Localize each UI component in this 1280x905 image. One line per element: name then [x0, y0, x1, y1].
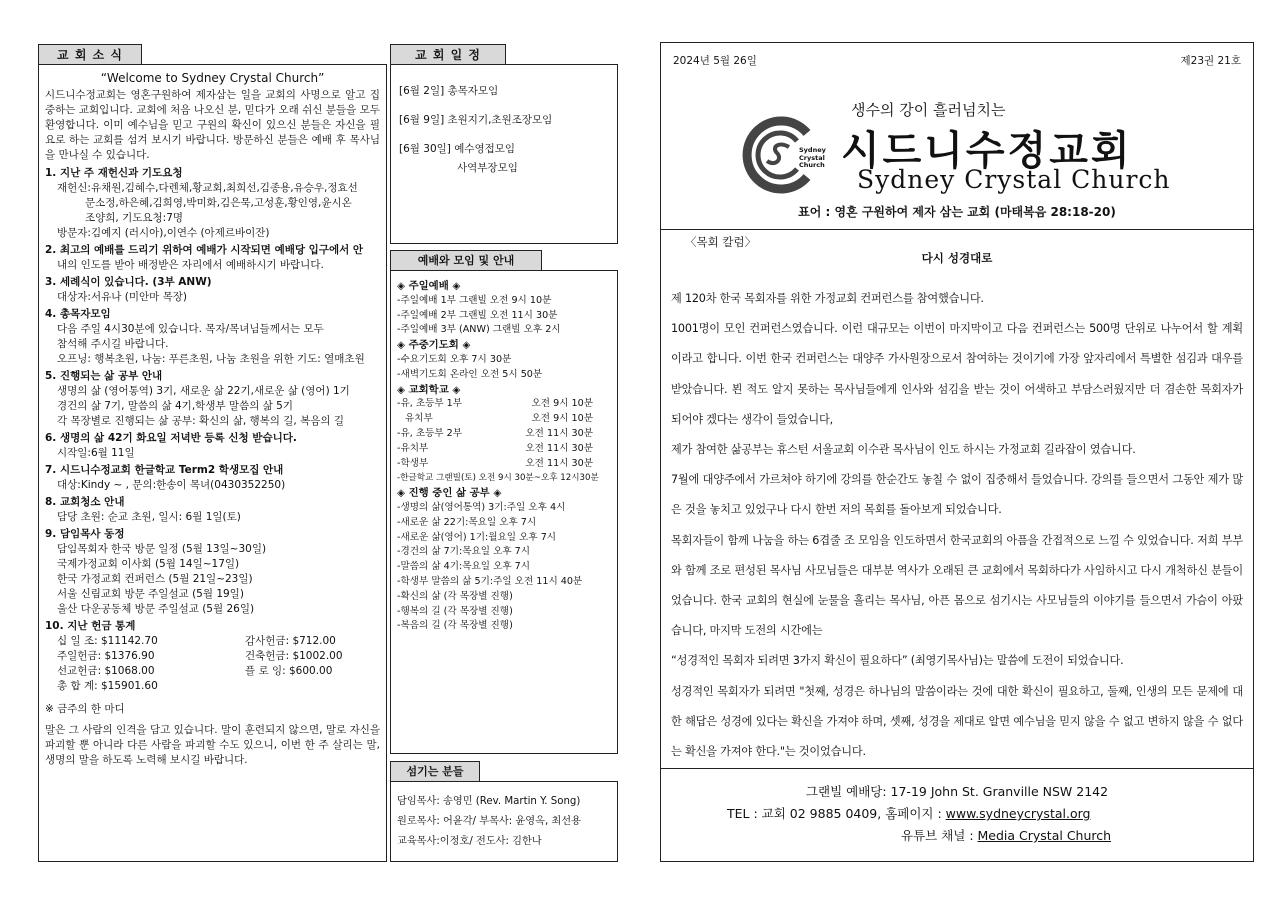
church-name-english: Sydney Crystal Church [857, 165, 1171, 194]
column-label: 〈목회 칼럼〉 [685, 235, 757, 249]
info-line: -새벽기도회 온라인 오전 5시 50분 [397, 368, 543, 380]
info-line: -경건의 삶 7기:목요일 오후 7시 [397, 546, 531, 558]
column-paragraph: 제 120차 한국 목회자를 위한 가정교회 컨퍼런스를 참여했습니다. [671, 292, 984, 305]
news-item-4: 4. 총목자모임 [45, 308, 111, 320]
news-item-5: 5. 진행되는 삶 공부 안내 [45, 370, 163, 382]
masthead [661, 43, 1253, 223]
news-text: 조양희, 기도요청:7명 [85, 212, 184, 224]
tagline: 생수의 강이 흘러넘치는 [851, 101, 1006, 119]
info-line [397, 427, 611, 442]
info-line: -생명의 삶(영어통역) 3기:주일 오후 4시 [397, 501, 566, 513]
church-news-panel [38, 64, 387, 862]
youtube-line [661, 825, 1253, 847]
news-text: 서울 신림교회 방문 주일설교 (5월 19일) [57, 588, 244, 600]
staff-line: 원로목사: 어윤각/ 부목사: 윤영옥, 최선용 [397, 816, 581, 827]
info-line [397, 397, 611, 412]
news-text: 다음 주일 4시30분에 있습니다. 목자/목녀님들께서는 모두 [57, 323, 324, 335]
offering-value: 플 로 잉: $600.00 [245, 665, 333, 677]
info-line: -주일예배 2부 그랜빌 오전 11시 30분 [397, 309, 558, 321]
info-line: -학생부 말씀의 삶 5기:주일 오전 11시 40분 [397, 575, 583, 587]
news-text: 담당 초원: 순교 초원, 일시: 6월 1일(토) [57, 511, 241, 523]
news-item-1: 1. 지난 주 재헌신과 기도요청 [45, 167, 183, 179]
motto: 표어 : 영혼 구원하여 제자 삼는 교회 (마태복음 28:18-20) [798, 205, 1116, 219]
news-text: 참석해 주시길 바랍니다. [57, 338, 169, 350]
issue-date: 2024년 5월 26일 [673, 55, 757, 67]
schedule-row: 사역부장모임 [457, 162, 518, 174]
info-time: 오전 9시 10분 [531, 398, 593, 410]
logo-text: Sydney Crystal Church [799, 146, 826, 169]
intro-text: 시드니수정교회는 영혼구원하여 제자삼는 일을 교회의 사명으로 알고 집중하는 교회입니다. 교회에 처음 나오신 분, 믿다가 오래 쉬신 분들을 모두 환영합니다. 이미 예수님을 믿고 구원의 확신이 있으신 분들은 자신을 필요로 하는 교회를 섬겨 보시기 바랍니다. 방문하신 분들은 예배 후 목사님을 만나실 수 있습니다. [45, 89, 380, 161]
info-label: -유, 초등부 2부 [397, 427, 463, 439]
offering-value: 십 일 조: $11142.70 [57, 635, 158, 647]
news-text: 시작일:6월 11일 [57, 447, 135, 459]
column-paragraph: 목회자들이 함께 나눔을 하는 6겹줄 조 모임을 인도하면서 한국교회의 아픔을 간접적으로 느낄 수 있었습니다. 저희 부부와 함께 조로 편성된 목사님 사모님들은 대부분 역사가 오래된 큰 교회에서 목회하다가 사임하시고 다시 개척하신 분들이었습니다. 한국 교회의 현실에 눈물을 흘리는 목사님, 아픈 몸으로 섬기시는 사모님들의 이야기를 들으면서 가슴이 아팠습니다, 마지막 도전의 시간에는 [671, 533, 1243, 638]
worship-info-panel [390, 270, 618, 754]
column-paragraph: “성경적인 목회자 되려면 3가지 확신이 필요하다” (최영기목사님)는 말씀에 도전이 되었습니다. [671, 654, 1124, 668]
contact-line [661, 803, 1253, 825]
news-item-7: 7. 시드니수정교회 한글학교 Term2 학생모집 안내 [45, 464, 284, 476]
schedule-tab: 교 회 일 정 [390, 44, 506, 65]
staff-line: 교육목사:이정호/ 전도사: 김한나 [397, 836, 542, 847]
section-heading: ◈ 주중기도회 ◈ [397, 339, 471, 352]
info-time: 오전 11시 30분 [525, 427, 593, 439]
news-item-6: 6. 생명의 삶 42기 화요일 저녁반 등록 신청 받습니다. [45, 432, 297, 444]
news-text: 내의 인도를 받아 배정받은 자리에서 예배하시기 바랍니다. [57, 259, 324, 271]
quote-heading: ※ 금주의 한 마디 [45, 703, 125, 715]
info-line [397, 442, 611, 457]
schedule-panel [390, 64, 618, 244]
info-label: -학생부 [397, 457, 429, 469]
news-item-10: 10. 지난 헌금 통계 [45, 620, 136, 632]
news-item-2: 2. 최고의 예배를 드리기 위하여 예배가 시작되면 예배당 입구에서 안 [45, 244, 364, 256]
info-line: -새로운 삶 22기:목요일 오후 7시 [397, 516, 537, 528]
info-line [397, 412, 611, 427]
offering-value: 건축헌금: $1002.00 [245, 650, 343, 662]
section-heading: ◈ 주일예배 ◈ [397, 280, 461, 292]
news-text: 경건의 삶 7기, 말씀의 삶 4기,학생부 말씀의 삶 5기 [57, 400, 293, 412]
quote-text: 말은 그 사람의 인격을 담고 있습니다. 말이 훈련되지 않으면, 말로 자신을 파괴할 뿐 아니라 다른 사람을 파괴할 수도 있으니, 이번 한 주 살리는 말, 생명의 말을 하도록 노력해 보시길 바랍니다. [45, 724, 380, 766]
church-name-korean: 시드니수정교회 [841, 128, 1133, 174]
column-title: 다시 성경대로 [921, 251, 993, 265]
phone-text: TEL : 교회 02 9885 0409, 홈페이지 : [727, 806, 946, 821]
news-text: 재헌신:유채원,김혜수,다렌체,황교회,최희선,김종용,유승우,정효선 [57, 182, 358, 194]
info-label: 유치부 [405, 413, 433, 425]
address: 그랜빌 예배당: 17-19 John St. Granville NSW 2142 [805, 784, 1109, 799]
info-line [397, 457, 611, 472]
welcome-heading: “Welcome to Sydney Crystal Church” [100, 71, 325, 85]
section-heading: ◈ 진행 중인 삶 공부 ◈ [397, 487, 502, 500]
info-time: 오전 11시 30분 [525, 457, 593, 469]
info-line: -확신의 삶 (각 목장별 진행) [397, 590, 513, 602]
info-label: -유치부 [397, 442, 429, 454]
news-item-8: 8. 교회청소 안내 [45, 496, 125, 508]
schedule-row: [6월 30일] 예수영접모임 [399, 143, 516, 155]
info-line: -주일예배 3부 (ANW) 그랜빌 오후 2시 [397, 324, 561, 336]
info-line: -복음의 길 (각 목장별 진행) [397, 620, 513, 632]
news-item-9: 9. 담임목사 동정 [45, 528, 125, 540]
staff-tab: 섬기는 분들 [390, 761, 480, 782]
news-text: 국제가정교회 이사회 (5월 14일~17일) [57, 558, 240, 570]
info-line: -한글학교 그랜빌(토) 오전 9시 30분~오후 12시30분 [397, 473, 599, 484]
staff-line: 담임목사: 송영민 (Rev. Martin Y. Song) [397, 796, 581, 807]
youtube-link[interactable]: Media Crystal Church [977, 828, 1112, 843]
news-text: 방문자:김예지 (러시아),이연수 (아제르바이잔) [57, 227, 270, 239]
column-paragraph: 7월에 대양주에서 가르쳐야 하기에 강의를 한순간도 놓칠 수 없이 집중해서 들었습니다. 강의를 들으면서 그동안 제가 많은 것을 놓치고 있었구나 다시 한번 저의 목회를 돌아보게 되었습니다. [671, 473, 1243, 517]
news-text: 오프닝: 행복초원, 나눔: 푸른초원, 나눔 초원을 위한 기도: 열매초원 [57, 353, 365, 365]
offering-value: 선교헌금: $1068.00 [57, 665, 155, 677]
news-item-3: 3. 세례식이 있습니다. (3부 ANW) [45, 276, 212, 288]
news-text: 생명의 삶 (영어통역) 3기, 새로운 삶 22기,새로운 삶 (영어) 1기 [57, 385, 350, 397]
info-line: -새로운 삶(영어) 1기:월요일 오후 7시 [397, 531, 557, 543]
info-line: -말씀의 삶 4기:목요일 오후 7시 [397, 561, 531, 573]
offering-value: 주일헌금: $1376.90 [57, 650, 155, 662]
news-text: 각 목장별로 진행되는 삶 공부: 확신의 삶, 행복의 길, 복음의 길 [57, 415, 345, 427]
news-text: 담임목회자 한국 방문 일정 (5월 13일~30일) [57, 543, 267, 555]
info-label: -유, 초등부 1부 [397, 398, 463, 410]
pastor-column [661, 229, 1253, 769]
section-heading: ◈ 교회학교 ◈ [397, 383, 461, 396]
staff-panel [390, 781, 618, 862]
website-link[interactable]: www.sydneycrystal.org [945, 806, 1091, 821]
offering-total: 총 합 계: $15901.60 [57, 680, 158, 692]
news-text: 울산 다운공동체 방문 주일설교 (5월 26일) [57, 603, 255, 615]
info-time: 오전 9시 10분 [531, 413, 593, 425]
info-line: -주일예배 1부 그랜빌 오전 9시 10분 [397, 294, 552, 306]
info-line: -수요기도회 오후 7시 30분 [397, 353, 512, 365]
contact-footer [661, 781, 1253, 847]
column-paragraph: 성경적인 목회자가 되려면 "첫째, 성경은 하나님의 말씀이라는 것에 대한 확신이 필요하고, 둘째, 인생의 모든 문제에 대한 해답은 성경에 있다는 확신을 가져야 하며, 셋째, 성경을 제대로 알면 예수님을 믿지 않을 수 없고 변하지 않을 수 없다는 확신을 가져야 한다."는 것이었습니다. [671, 684, 1243, 759]
issue-number: 제23권 21호 [1180, 55, 1241, 67]
news-text: 문소정,하은혜,김희영,박미화,김은묵,고성훈,황인영,윤시온 [85, 197, 352, 209]
news-text: 대상자:서유나 (미안마 목장) [57, 291, 187, 303]
info-line: -행복의 길 (각 목장별 진행) [397, 605, 513, 617]
column-paragraph: 1001명이 모인 컨퍼런스였습니다. 이런 대규모는 이번이 마지막이고 다음 컨퍼런스는 500명 단위로 나누어서 할 계획이라고 합니다. 이번 한국 컨퍼런스는 대양주 가사원장으로서 참여하는 것이기에 가장 앞자리에서 특별한 섬김과 대우를 받았습니다. 뵌 적도 알지 못하는 목사님들에게 인사와 섬김을 받는 것이 어색하고 부담스러웠지만 더 겸손한 목회자가 되어야 겠다는 생각이 들었습니다, [671, 322, 1243, 426]
schedule-row: [6월 9일] 초원지기,초원조장모임 [399, 114, 553, 126]
news-text: 대상:Kindy ~ , 문의:한송이 목녀(0430352250) [57, 479, 286, 491]
youtube-label: 유튜브 채널 : [901, 828, 978, 843]
schedule-row: [6월 2일] 총목자모임 [399, 85, 499, 97]
info-time: 오전 11시 30분 [525, 442, 593, 454]
church-news-tab: 교 회 소 식 [38, 44, 142, 65]
column-paragraph: 제가 참여한 삶공부는 휴스턴 서울교회 이수관 목사님이 인도 하시는 가정교회 길라잡이 였습니다. [671, 443, 1136, 457]
offering-table [45, 634, 380, 694]
offering-value: 감사헌금: $712.00 [245, 635, 336, 647]
worship-info-tab: 예배와 모임 및 안내 [390, 250, 542, 271]
news-text: 한국 가정교회 컨퍼런스 (5월 21일~23일) [57, 573, 253, 585]
front-page [660, 42, 1254, 862]
